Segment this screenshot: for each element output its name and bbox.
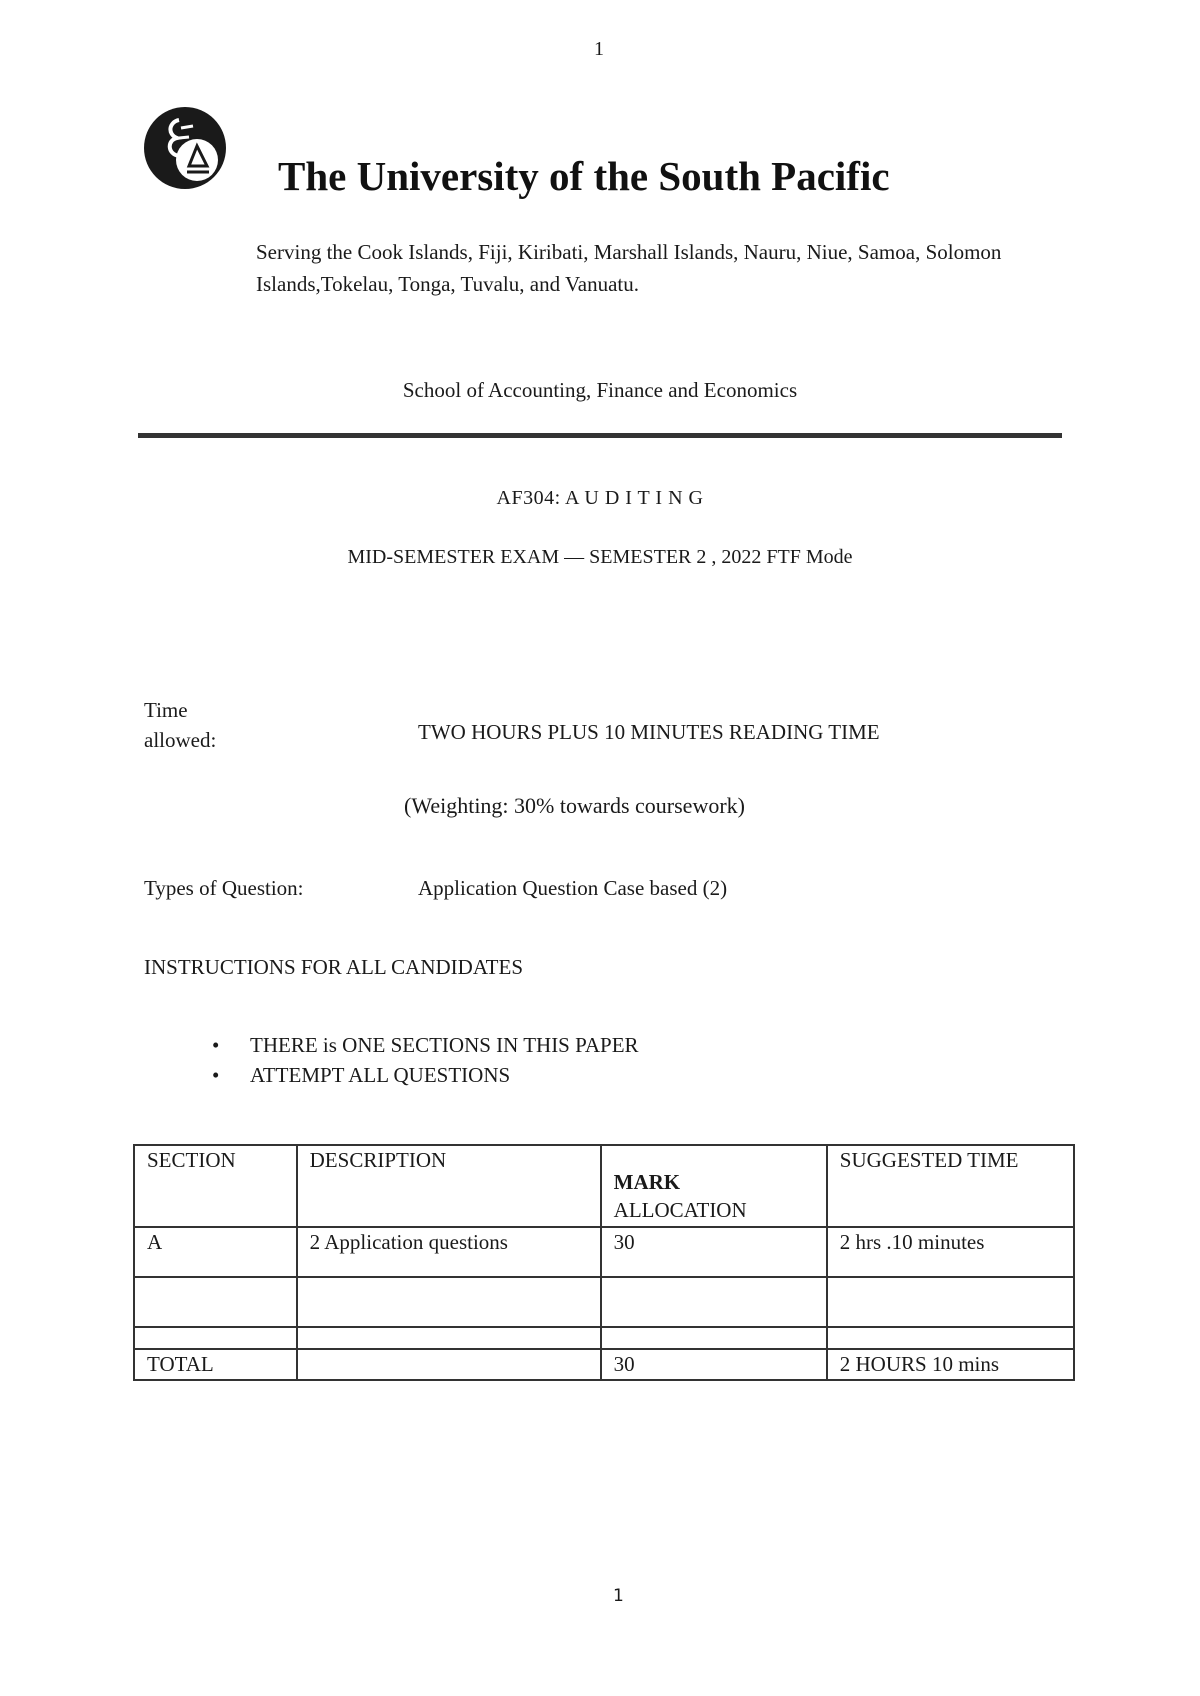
sections-table (133, 1144, 1075, 1381)
question-types-value: Application Question Case based (2) (418, 876, 728, 900)
table-cell (601, 1277, 827, 1327)
table-cell: 30 (601, 1227, 827, 1277)
table-row (134, 1277, 1074, 1327)
table-header-row (134, 1145, 1074, 1227)
table-cell: 2 HOURS 10 mins (827, 1349, 1074, 1380)
course-code: AF304: A U D I T I N G (496, 487, 704, 509)
header-section: SECTION (134, 1145, 297, 1227)
table-cell (297, 1349, 601, 1380)
table-cell: TOTAL (134, 1349, 297, 1380)
university-crest-icon (143, 106, 227, 190)
school-name: School of Accounting, Finance and Economics (402, 378, 798, 402)
bullet-icon: • (212, 1063, 220, 1087)
table-cell: A (134, 1227, 297, 1277)
header-description: DESCRIPTION (297, 1145, 601, 1227)
serving-countries-text: Serving the Cook Islands, Fiji, Kiribati, Marshall Islands, Nauru, Niue, Samoa, Solomon Islands,Tokelau, Tonga, Tuvalu, and Vanuatu. (256, 240, 1002, 296)
page-number-bottom: 1 (613, 1586, 624, 1606)
table-total-row (134, 1349, 1074, 1380)
table-cell (134, 1277, 297, 1327)
table-row (134, 1327, 1074, 1349)
weighting-text: (Weighting: 30% towards coursework) (404, 793, 745, 818)
table-cell (827, 1277, 1074, 1327)
table-cell (601, 1327, 827, 1349)
table-cell: 2 Application questions (297, 1227, 601, 1277)
list-item: • ATTEMPT ALL QUESTIONS (212, 1060, 639, 1090)
list-item: • THERE is ONE SECTIONS IN THIS PAPER (212, 1030, 639, 1060)
table-cell: 2 hrs .10 minutes (827, 1227, 1074, 1277)
university-title: The University of the South Pacific (278, 153, 890, 199)
table-cell (134, 1327, 297, 1349)
table-cell (297, 1277, 601, 1327)
time-allowed-label: Time allowed: (144, 698, 217, 752)
header-divider (138, 433, 1062, 438)
header-suggested-time: SUGGESTED TIME (827, 1145, 1074, 1227)
table-cell: 30 (601, 1349, 827, 1380)
question-types-label: Types of Question: (144, 876, 304, 900)
time-allowed-value: TWO HOURS PLUS 10 MINUTES READING TIME (418, 720, 880, 744)
table-cell (827, 1327, 1074, 1349)
instructions-list (212, 1030, 639, 1090)
table-row (134, 1227, 1074, 1277)
bullet-icon: • (212, 1033, 220, 1057)
instructions-heading: INSTRUCTIONS FOR ALL CANDIDATES (144, 955, 523, 979)
exam-title: MID-SEMESTER EXAM — SEMESTER 2 , 2022 FTF Mode (347, 546, 853, 568)
table-cell (297, 1327, 601, 1349)
page-number-top: 1 (594, 38, 604, 60)
header-mark-allocation: MARK ALLOCATION (601, 1145, 827, 1227)
